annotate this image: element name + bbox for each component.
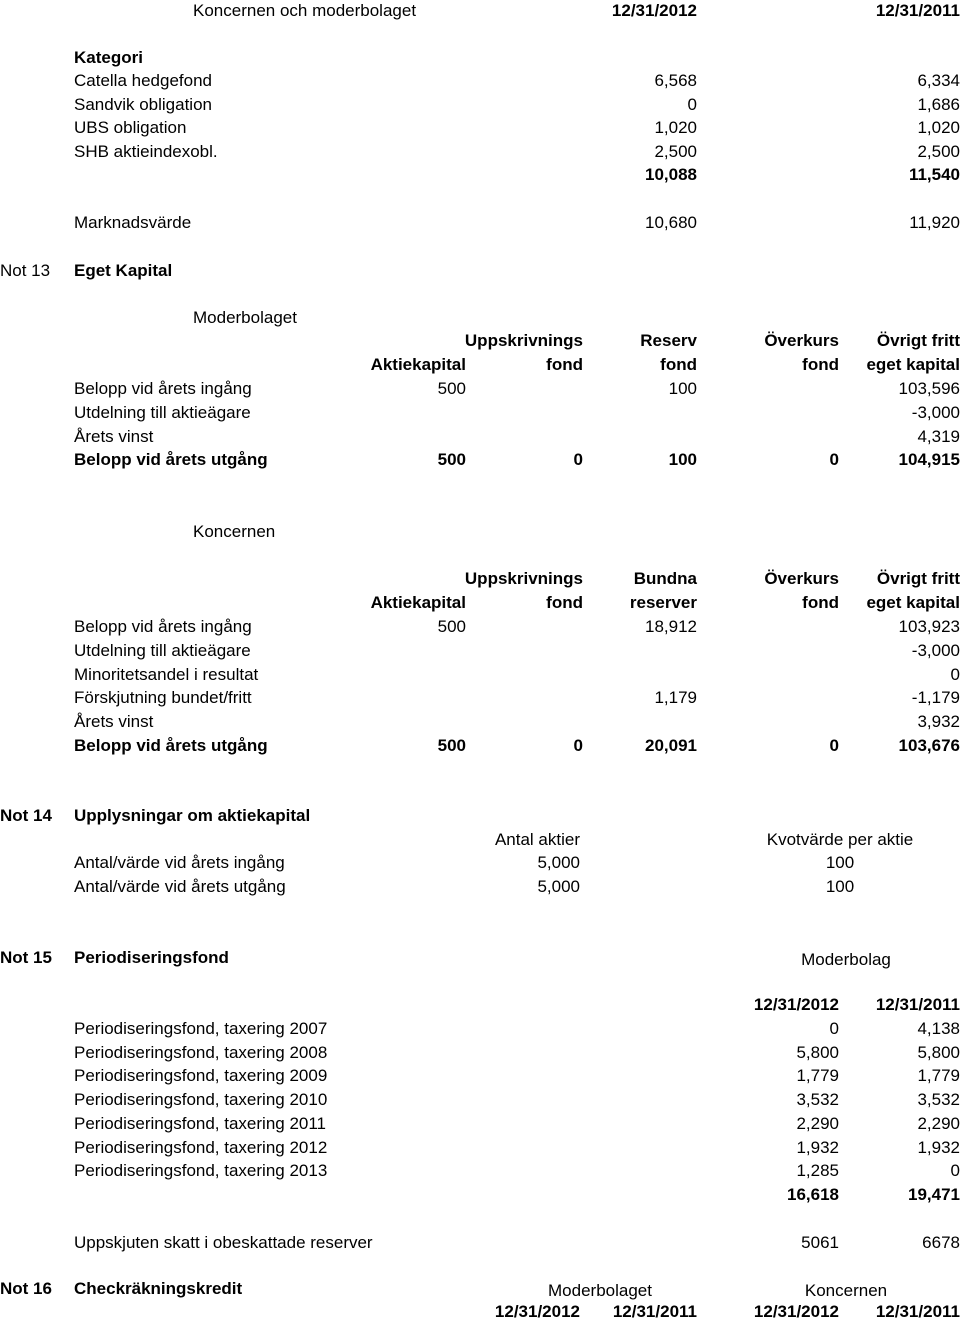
tax-allocation-2011: 1,779 <box>917 1066 960 1085</box>
equity-cell: 0 <box>829 450 839 469</box>
tax-allocation-2011: 5,800 <box>917 1043 960 1062</box>
column-header-line2: fond <box>802 355 839 374</box>
equity-row-label: Belopp vid årets utgång <box>74 450 268 469</box>
not16-parent-label: Moderbolaget <box>548 1281 652 1300</box>
column-header-line1: Uppskrivnings <box>464 331 583 350</box>
share-count-value: 5,000 <box>537 877 580 896</box>
equity-row-label: Förskjutning bundet/fritt <box>74 688 252 707</box>
equity-row-label: Belopp vid årets ingång <box>74 379 252 398</box>
column-header-line2: Aktiekapital <box>370 355 466 374</box>
total-2011: 11,540 <box>908 165 960 184</box>
equity-row-label: Årets vinst <box>74 712 154 731</box>
note-15-title: Periodiseringsfond <box>74 948 229 967</box>
tax-allocation-2011: 0 <box>950 1161 960 1180</box>
tax-allocation-2011: 1,932 <box>917 1138 960 1157</box>
investment-value-2012: 1,020 <box>654 118 697 137</box>
investment-value-2012: 2,500 <box>654 142 697 161</box>
note-13-number: Not 13 <box>0 261 51 280</box>
note-16-number: Not 16 <box>0 1279 52 1298</box>
column-header-line2: Aktiekapital <box>370 593 466 612</box>
equity-row-label: Utdelning till aktieägare <box>74 403 251 422</box>
shares-count-header: Antal aktier <box>494 830 580 849</box>
equity-cell: 3,932 <box>917 712 960 731</box>
equity-cell: 104,915 <box>898 450 960 469</box>
note-14-number: Not 14 <box>0 806 52 825</box>
investment-value-2011: 1,020 <box>917 118 960 137</box>
tax-allocation-2012: 3,532 <box>796 1090 839 1109</box>
column-header-line1: Bundna <box>633 569 697 588</box>
quota-value: 100 <box>825 877 855 896</box>
equity-cell: 4,319 <box>917 427 960 446</box>
market-value-label: Marknadsvärde <box>74 213 192 232</box>
column-header-2012: 12/31/2012 <box>611 1 697 20</box>
column-header-line1: Uppskrivnings <box>464 569 583 588</box>
investment-value-2012: 0 <box>687 95 697 114</box>
tax-allocation-2012: 1,285 <box>796 1161 839 1180</box>
tax-allocation-2012: 1,779 <box>796 1066 839 1085</box>
parent-entity-label: Moderbolag <box>801 950 891 969</box>
equity-cell: 0 <box>573 450 583 469</box>
not16-parent-2011: 12/31/2011 <box>612 1302 697 1321</box>
note-14-title: Upplysningar om aktiekapital <box>74 806 311 825</box>
equity-cell: 1,179 <box>654 688 697 707</box>
investment-label: Catella hedgefond <box>74 71 213 90</box>
tax-allocation-2011: 3,532 <box>917 1090 960 1109</box>
not15-total-2012: 16,618 <box>787 1185 839 1204</box>
equity-cell: 20,091 <box>645 736 697 755</box>
column-header-line1: Övrigt fritt <box>876 569 960 588</box>
tax-allocation-2012: 5,800 <box>796 1043 839 1062</box>
quota-value: 100 <box>825 853 855 872</box>
deferred-tax-2012: 5061 <box>801 1233 839 1252</box>
column-header-line2: fond <box>546 593 583 612</box>
not15-header-2012: 12/31/2012 <box>753 995 839 1014</box>
equity-cell: 500 <box>437 450 466 469</box>
not16-parent-2012: 12/31/2012 <box>494 1302 580 1321</box>
investment-label: SHB aktieindexobl. <box>74 142 218 161</box>
equity-row-label: Minoritetsandel i resultat <box>74 665 259 684</box>
column-header-line1: Övrigt fritt <box>876 331 960 350</box>
column-header-line2: reserver <box>629 593 697 612</box>
equity-cell: 103,676 <box>898 736 960 755</box>
note-13-title: Eget Kapital <box>74 261 173 280</box>
tax-allocation-label: Periodiseringsfond, taxering 2011 <box>74 1114 327 1133</box>
tax-allocation-2011: 4,138 <box>917 1019 960 1038</box>
column-header-line1: Överkurs <box>764 331 839 350</box>
equity-cell: 103,596 <box>898 379 960 398</box>
equity-cell: -3,000 <box>911 641 960 660</box>
equity-cell: -3,000 <box>911 403 960 422</box>
not16-group-label: Koncernen <box>804 1281 888 1300</box>
column-header-line2: fond <box>546 355 583 374</box>
equity-row-label: Utdelning till aktieägare <box>74 641 251 660</box>
deferred-tax-label: Uppskjuten skatt i obeskattade reserver <box>74 1233 373 1252</box>
investment-label: Sandvik obligation <box>74 95 212 114</box>
total-2012: 10,088 <box>645 165 697 184</box>
equity-row-label: Belopp vid årets utgång <box>74 736 268 755</box>
share-capital-label: Antal/värde vid årets utgång <box>74 877 286 896</box>
equity-cell: 0 <box>573 736 583 755</box>
equity-cell: 500 <box>437 736 466 755</box>
equity-cell: -1,179 <box>911 688 960 707</box>
note-15-number: Not 15 <box>0 948 52 967</box>
equity-row-label: Årets vinst <box>74 427 154 446</box>
column-header-line1: Överkurs <box>764 569 839 588</box>
equity-cell: 103,923 <box>898 617 960 636</box>
equity-cell: 0 <box>950 665 960 684</box>
deferred-tax-2011: 6678 <box>922 1233 960 1252</box>
tax-allocation-2012: 2,290 <box>796 1114 839 1133</box>
note-16-title: Checkräkningskredit <box>74 1279 243 1298</box>
investment-value-2011: 2,500 <box>917 142 960 161</box>
not16-group-2012: 12/31/2012 <box>753 1302 839 1321</box>
column-header-line2: eget kapital <box>866 355 960 374</box>
column-header-2011: 12/31/2011 <box>875 1 960 20</box>
equity-cell: 0 <box>829 736 839 755</box>
share-capital-label: Antal/värde vid årets ingång <box>74 853 285 872</box>
tax-allocation-2012: 1,932 <box>796 1138 839 1157</box>
investment-value-2011: 6,334 <box>917 71 960 90</box>
tax-allocation-2011: 2,290 <box>917 1114 960 1133</box>
equity-cell: 500 <box>437 617 466 636</box>
equity-cell: 500 <box>437 379 466 398</box>
tax-allocation-2012: 0 <box>829 1019 839 1038</box>
tax-allocation-label: Periodiseringsfond, taxering 2010 <box>74 1090 328 1109</box>
share-count-value: 5,000 <box>537 853 580 872</box>
section-heading: Koncernen och moderbolaget <box>193 1 417 20</box>
equity-cell: 18,912 <box>645 617 697 636</box>
tax-allocation-label: Periodiseringsfond, taxering 2013 <box>74 1161 328 1180</box>
not16-group-2011: 12/31/2011 <box>875 1302 960 1321</box>
tax-allocation-label: Periodiseringsfond, taxering 2007 <box>74 1019 328 1038</box>
group-title: Koncernen <box>193 522 276 541</box>
equity-cell: 100 <box>668 450 697 469</box>
category-label: Kategori <box>74 48 143 67</box>
investment-label: UBS obligation <box>74 118 187 137</box>
column-header-line2: eget kapital <box>866 593 960 612</box>
tax-allocation-label: Periodiseringsfond, taxering 2008 <box>74 1043 328 1062</box>
equity-row-label: Belopp vid årets ingång <box>74 617 252 636</box>
quota-value-header: Kvotvärde per aktie <box>766 830 914 849</box>
not15-total-2011: 19,471 <box>908 1185 960 1204</box>
not15-header-2011: 12/31/2011 <box>875 995 960 1014</box>
market-value-2012: 10,680 <box>645 213 697 232</box>
parent-company-title: Moderbolaget <box>193 308 297 327</box>
tax-allocation-label: Periodiseringsfond, taxering 2009 <box>74 1066 328 1085</box>
tax-allocation-label: Periodiseringsfond, taxering 2012 <box>74 1138 328 1157</box>
investment-value-2011: 1,686 <box>917 95 960 114</box>
column-header-line1: Reserv <box>640 331 697 350</box>
column-header-line2: fond <box>660 355 697 374</box>
investment-value-2012: 6,568 <box>654 71 697 90</box>
column-header-line2: fond <box>802 593 839 612</box>
equity-cell: 100 <box>668 379 697 398</box>
market-value-2011: 11,920 <box>909 213 960 232</box>
